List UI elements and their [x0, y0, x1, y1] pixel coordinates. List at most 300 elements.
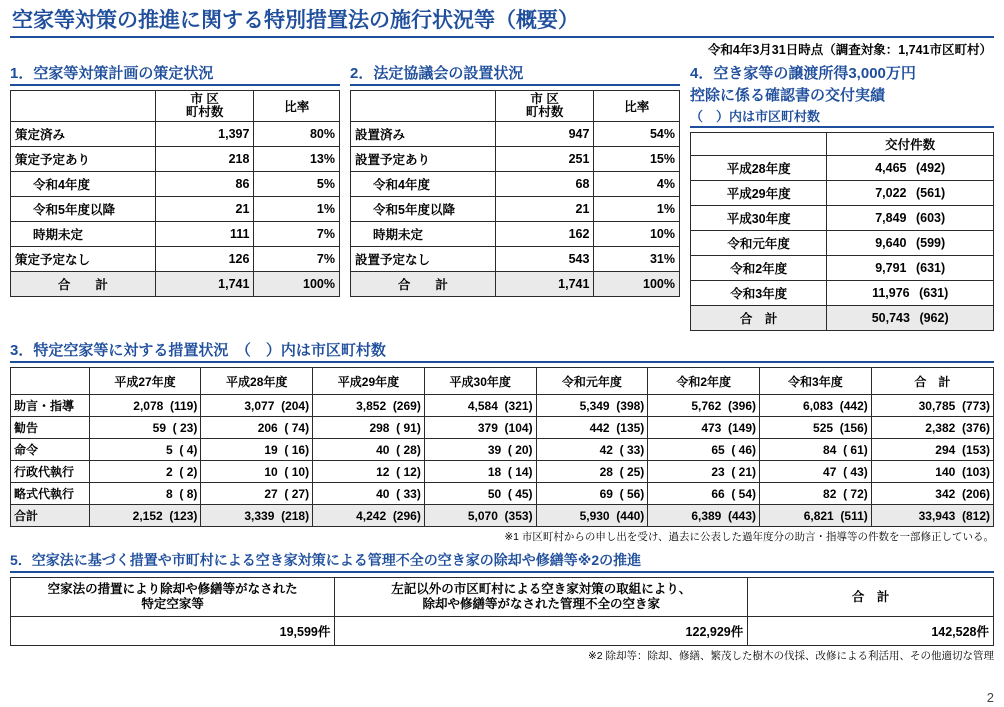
cell-value: 298	[369, 420, 390, 435]
header-col-2-line1: 左記以外の市区町村による空き家対策の取組により、	[391, 582, 692, 596]
table-row	[11, 247, 340, 272]
table-header-row	[11, 578, 994, 617]
row-value-paren: (561)	[915, 186, 946, 200]
cell-paren: (104)	[504, 420, 533, 435]
cell-paren: ( 33)	[619, 442, 645, 457]
header-rate: 比率	[594, 91, 680, 122]
cell-value: 5	[166, 442, 173, 457]
row-label: 設置予定なし	[351, 247, 496, 272]
cell-value: 82	[823, 486, 837, 501]
row-label: 勧告	[11, 417, 90, 439]
cell	[313, 483, 425, 505]
cell	[871, 483, 993, 505]
cell-value: 30,785	[918, 398, 956, 413]
row-label: 平成29年度	[691, 181, 827, 206]
cell-paren: ( 27)	[284, 486, 310, 501]
total-rate: 100%	[254, 272, 340, 297]
section-4	[690, 62, 994, 331]
header-total: 合 計	[871, 368, 993, 395]
cell	[871, 439, 993, 461]
cell-value: 8	[166, 486, 173, 501]
cell	[536, 483, 648, 505]
page-title: 空家等対策の推進に関する特別措置法の施行状況等（概要）	[12, 9, 579, 32]
cell-paren: (218)	[281, 508, 310, 523]
cell-value: 140	[935, 464, 956, 479]
header-h30: 平成30年度	[424, 368, 536, 395]
row-label: 平成28年度	[691, 156, 827, 181]
cell-paren: ( 21)	[731, 464, 757, 479]
row-value-paren: (631)	[919, 286, 949, 300]
cell-paren: ( 16)	[284, 442, 310, 457]
table-header-row	[11, 91, 340, 122]
section-3	[10, 339, 994, 544]
cell	[424, 439, 536, 461]
cell-paren: (119)	[170, 398, 198, 413]
cell-paren: ( 56)	[619, 486, 645, 501]
row-label: 助言・指導	[11, 395, 90, 417]
cell	[201, 439, 313, 461]
total-cell	[313, 505, 425, 527]
total-count: 1,741	[155, 272, 254, 297]
row-count: 21	[155, 197, 254, 222]
row-value	[827, 281, 994, 306]
table-row	[691, 231, 994, 256]
row-label: 平成30年度	[691, 206, 827, 231]
cell	[201, 461, 313, 483]
row-count: 86	[155, 172, 254, 197]
cell-value: 342	[935, 486, 956, 501]
table-row	[11, 147, 340, 172]
row-rate: 1%	[594, 197, 680, 222]
header-col-total: 合 計	[748, 578, 994, 617]
row-label: 令和4年度	[11, 172, 156, 197]
cell-paren: (443)	[728, 508, 757, 523]
header-h28: 平成28年度	[201, 368, 313, 395]
cell	[424, 395, 536, 417]
cell-paren: (353)	[504, 508, 533, 523]
cell	[536, 439, 648, 461]
row-count: 126	[155, 247, 254, 272]
cell-value: 2,382	[925, 420, 956, 435]
survey-subtitle: 令和4年3月31日時点（調査対象：1,741市区町村）	[707, 43, 992, 57]
header-rate: 比率	[254, 91, 340, 122]
row-count: 162	[495, 222, 594, 247]
header-line1: 市 区	[530, 92, 559, 106]
row-count: 68	[495, 172, 594, 197]
table-row	[11, 461, 994, 483]
cell-paren: (396)	[728, 398, 757, 413]
total-cell	[648, 505, 760, 527]
section-4-heading-line2: 控除に係る確認書の交付実績	[690, 87, 886, 104]
cell	[201, 483, 313, 505]
table-row	[11, 222, 340, 247]
cell	[760, 395, 872, 417]
header-line2: 町村数	[185, 105, 224, 119]
total-cell	[201, 505, 313, 527]
section-5-table	[10, 577, 994, 646]
row-rate: 31%	[594, 247, 680, 272]
title-divider	[10, 36, 994, 38]
cell	[760, 417, 872, 439]
cell-value: 2,152	[132, 508, 163, 523]
page-number: 2	[986, 690, 994, 705]
section-3-note: ※1 市区町村からの申し出を受け、過去に公表した過年度分の助言・指導等の件数を一部修正している。	[504, 531, 994, 543]
header-col-2	[335, 578, 748, 617]
cell-paren: (123)	[169, 508, 198, 523]
section-5-heading: 5．空家法に基づく措置や市町村による空き家対策による管理不全の空き家の除却や修繕等※2の推進	[10, 550, 994, 573]
cell	[536, 461, 648, 483]
row-value	[827, 256, 994, 281]
cell-paren: (812)	[961, 508, 990, 523]
cell-paren: (442)	[839, 398, 868, 413]
header-issued-count: 交付件数	[827, 133, 994, 156]
row-label: 命令	[11, 439, 90, 461]
row-value-paren: (631)	[915, 261, 946, 275]
cell-paren: ( 23)	[172, 420, 198, 435]
cell-paren: ( 2)	[179, 464, 198, 479]
cell-paren: ( 33)	[396, 486, 421, 501]
cell-value: 4,584	[467, 398, 498, 413]
cell	[424, 461, 536, 483]
row-label: 略式代執行	[11, 483, 90, 505]
cell-value: 5,762	[691, 398, 722, 413]
table-row	[11, 122, 340, 147]
cell	[89, 395, 201, 417]
row-label: 令和4年度	[351, 172, 496, 197]
cell-paren: ( 54)	[731, 486, 757, 501]
top-sections-row	[10, 62, 994, 331]
cell	[536, 417, 648, 439]
total-rate: 100%	[594, 272, 680, 297]
cell-paren: ( 4)	[179, 442, 198, 457]
cell-value: 39	[487, 442, 502, 457]
table-row	[691, 156, 994, 181]
cell-paren: ( 72)	[843, 486, 868, 501]
section-4-heading-line1: 4．空き家等の譲渡所得3,000万円	[690, 65, 916, 82]
total-value-paren: (962)	[919, 311, 949, 325]
total-count: 1,741	[495, 272, 594, 297]
row-label: 時期未定	[11, 222, 156, 247]
cell	[89, 483, 201, 505]
table-row	[11, 483, 994, 505]
cell	[760, 439, 872, 461]
cell-paren: ( 45)	[507, 486, 533, 501]
cell-paren: (156)	[839, 420, 868, 435]
section-5	[10, 550, 994, 663]
cell-value: 50	[487, 486, 502, 501]
cell-paren: ( 8)	[179, 486, 198, 501]
section-1	[10, 62, 340, 297]
cell-value: 19	[264, 442, 278, 457]
table-row	[351, 247, 680, 272]
total-cell	[424, 505, 536, 527]
row-count: 218	[155, 147, 254, 172]
row-rate: 7%	[254, 222, 340, 247]
cell-value: 5,349	[579, 398, 610, 413]
row-count: 251	[495, 147, 594, 172]
cell-paren: (269)	[392, 398, 421, 413]
section-4-heading-line3: （ ）内は市区町村数	[690, 106, 994, 128]
cell-value: 3,077	[244, 398, 275, 413]
total-cell	[760, 505, 872, 527]
header-municipality-count	[155, 91, 254, 122]
header-line1: 市 区	[190, 92, 219, 106]
cell	[89, 461, 201, 483]
row-label: 令和3年度	[691, 281, 827, 306]
cell-paren: ( 10)	[284, 464, 310, 479]
table-row	[691, 206, 994, 231]
cell-value: 206	[257, 420, 278, 435]
header-municipality-count	[495, 91, 594, 122]
cell-paren: ( 61)	[843, 442, 868, 457]
row-value-number: 9,640	[875, 236, 907, 250]
total-label: 合計	[11, 505, 90, 527]
value-specified-vacant-houses: 19,599件	[11, 617, 335, 646]
cell-value: 28	[599, 464, 613, 479]
table-row	[11, 395, 994, 417]
row-count: 21	[495, 197, 594, 222]
table-row	[351, 122, 680, 147]
cell	[313, 395, 425, 417]
table-row	[691, 256, 994, 281]
table-row	[691, 281, 994, 306]
section-1-heading: 1．空家等対策計画の策定状況	[10, 62, 340, 86]
cell-value: 5,070	[467, 508, 498, 523]
cell-value: 47	[823, 464, 837, 479]
row-label: 設置済み	[351, 122, 496, 147]
cell-value: 2,078	[133, 398, 164, 413]
cell	[871, 461, 993, 483]
cell-value: 42	[599, 442, 613, 457]
value-other-measures: 122,929件	[335, 617, 748, 646]
cell-paren: ( 91)	[396, 420, 421, 435]
cell	[424, 483, 536, 505]
row-label: 策定予定なし	[11, 247, 156, 272]
cell-paren: (206)	[961, 486, 990, 501]
cell-value: 294	[935, 442, 956, 457]
header-r3: 令和3年度	[760, 368, 872, 395]
cell-value: 23	[711, 464, 725, 479]
row-value-number: 9,791	[875, 261, 907, 275]
row-value-number: 4,465	[875, 161, 907, 175]
row-rate: 1%	[254, 197, 340, 222]
row-rate: 15%	[594, 147, 680, 172]
cell	[648, 395, 760, 417]
cell	[89, 439, 201, 461]
row-count: 543	[495, 247, 594, 272]
cell-value: 84	[823, 442, 837, 457]
table-row	[351, 222, 680, 247]
cell-value: 442	[589, 420, 610, 435]
row-label: 時期未定	[351, 222, 496, 247]
cell-paren: ( 14)	[507, 464, 533, 479]
table-total-row	[691, 306, 994, 331]
cell-value: 2	[166, 464, 173, 479]
cell-value: 4,242	[356, 508, 387, 523]
row-label: 行政代執行	[11, 461, 90, 483]
cell-paren: ( 20)	[507, 442, 533, 457]
row-rate: 80%	[254, 122, 340, 147]
cell-value: 18	[487, 464, 502, 479]
row-value-paren: (603)	[915, 211, 946, 225]
cell	[201, 395, 313, 417]
cell-value: 66	[711, 486, 725, 501]
row-count: 947	[495, 122, 594, 147]
cell	[89, 417, 201, 439]
header-col-1	[11, 578, 335, 617]
total-value-number: 50,743	[871, 311, 910, 325]
cell-paren: (511)	[840, 508, 868, 523]
section-3-table	[10, 367, 994, 527]
row-value-paren: (492)	[915, 161, 946, 175]
cell-paren: (321)	[504, 398, 533, 413]
total-value	[827, 306, 994, 331]
table-header-row	[351, 91, 680, 122]
cell-paren: ( 25)	[619, 464, 645, 479]
cell-paren: (153)	[961, 442, 990, 457]
row-label: 令和元年度	[691, 231, 827, 256]
cell-value: 59	[152, 420, 166, 435]
cell	[871, 417, 993, 439]
cell-value: 10	[264, 464, 278, 479]
total-cell	[871, 505, 993, 527]
row-value-number: 7,849	[875, 211, 907, 225]
header-h29: 平成29年度	[313, 368, 425, 395]
cell	[536, 395, 648, 417]
section-4-table	[690, 132, 994, 331]
cell-value: 27	[264, 486, 278, 501]
section-2	[350, 62, 680, 297]
row-count: 1,397	[155, 122, 254, 147]
cell	[760, 483, 872, 505]
total-label: 合 計	[691, 306, 827, 331]
table-row	[11, 417, 994, 439]
row-label: 令和5年度以降	[351, 197, 496, 222]
header-h27: 平成27年度	[89, 368, 201, 395]
cell-value: 473	[701, 420, 722, 435]
cell	[648, 483, 760, 505]
cell-value: 6,083	[803, 398, 834, 413]
cell-paren: (296)	[392, 508, 421, 523]
table-row	[11, 617, 994, 646]
row-value	[827, 206, 994, 231]
section-3-heading: 3．特定空家等に対する措置状況 （ ）内は市区町村数	[10, 339, 994, 363]
cell-value: 65	[711, 442, 725, 457]
cell-paren: ( 43)	[843, 464, 868, 479]
row-value	[827, 231, 994, 256]
table-row	[351, 147, 680, 172]
total-label: 合 計	[11, 272, 156, 297]
total-label: 合 計	[351, 272, 496, 297]
table-total-row	[11, 272, 340, 297]
row-value	[827, 181, 994, 206]
header-blank	[11, 368, 90, 395]
table-header-row	[691, 133, 994, 156]
cell-value: 69	[599, 486, 613, 501]
cell-value: 525	[813, 420, 834, 435]
cell-value: 40	[376, 442, 390, 457]
section-5-note: ※2 除却等：除却、修繕、繁茂した樹木の伐採、改修による利活用、その他適切な管理	[587, 650, 994, 662]
row-value	[827, 156, 994, 181]
table-total-row	[351, 272, 680, 297]
cell-value: 5,930	[579, 508, 610, 523]
row-value-paren: (599)	[915, 236, 946, 250]
row-value-number: 7,022	[875, 186, 907, 200]
cell-value: 6,821	[803, 508, 834, 523]
cell	[760, 461, 872, 483]
section-2-table	[350, 90, 680, 297]
row-label: 令和5年度以降	[11, 197, 156, 222]
header-col-1-line2: 特定空家等	[141, 597, 204, 611]
table-row	[11, 439, 994, 461]
row-label: 策定済み	[11, 122, 156, 147]
cell-value: 379	[477, 420, 498, 435]
cell-paren: (103)	[961, 464, 990, 479]
cell	[201, 417, 313, 439]
row-rate: 4%	[594, 172, 680, 197]
row-rate: 54%	[594, 122, 680, 147]
row-rate: 10%	[594, 222, 680, 247]
total-cell	[89, 505, 201, 527]
cell-value: 6,389	[691, 508, 722, 523]
cell	[424, 417, 536, 439]
value-total: 142,528件	[748, 617, 994, 646]
row-label: 令和2年度	[691, 256, 827, 281]
cell	[313, 417, 425, 439]
cell-value: 40	[376, 486, 390, 501]
header-blank	[351, 91, 496, 122]
cell-paren: ( 12)	[396, 464, 421, 479]
cell	[313, 461, 425, 483]
table-total-row	[11, 505, 994, 527]
header-col-2-line2: 除却や修繕等がなされた管理不全の空き家	[422, 597, 661, 611]
row-label: 策定予定あり	[11, 147, 156, 172]
section-1-table	[10, 90, 340, 297]
header-r2: 令和2年度	[648, 368, 760, 395]
cell	[648, 417, 760, 439]
table-row	[351, 172, 680, 197]
header-col-1-line1: 空家法の措置により除却や修繕等がなされた	[47, 582, 298, 596]
cell	[871, 395, 993, 417]
header-blank	[11, 91, 156, 122]
cell-paren: ( 28)	[396, 442, 421, 457]
section-2-heading: 2．法定協議会の設置状況	[350, 62, 680, 86]
header-r1: 令和元年度	[536, 368, 648, 395]
cell	[648, 461, 760, 483]
cell-paren: ( 46)	[731, 442, 757, 457]
total-cell	[536, 505, 648, 527]
cell-value: 33,943	[918, 508, 956, 523]
row-rate: 7%	[254, 247, 340, 272]
row-label: 設置予定あり	[351, 147, 496, 172]
cell-value: 3,852	[356, 398, 387, 413]
row-count: 111	[155, 222, 254, 247]
cell	[313, 439, 425, 461]
cell-paren: (204)	[281, 398, 310, 413]
table-header-row	[11, 368, 994, 395]
cell	[648, 439, 760, 461]
cell-value: 12	[376, 464, 390, 479]
table-row	[11, 172, 340, 197]
header-blank	[691, 133, 827, 156]
row-rate: 5%	[254, 172, 340, 197]
cell-value: 3,339	[244, 508, 275, 523]
cell-paren: (135)	[616, 420, 645, 435]
row-value-number: 11,976	[872, 286, 910, 300]
row-rate: 13%	[254, 147, 340, 172]
cell-paren: (773)	[961, 398, 990, 413]
cell-paren: ( 74)	[284, 420, 310, 435]
